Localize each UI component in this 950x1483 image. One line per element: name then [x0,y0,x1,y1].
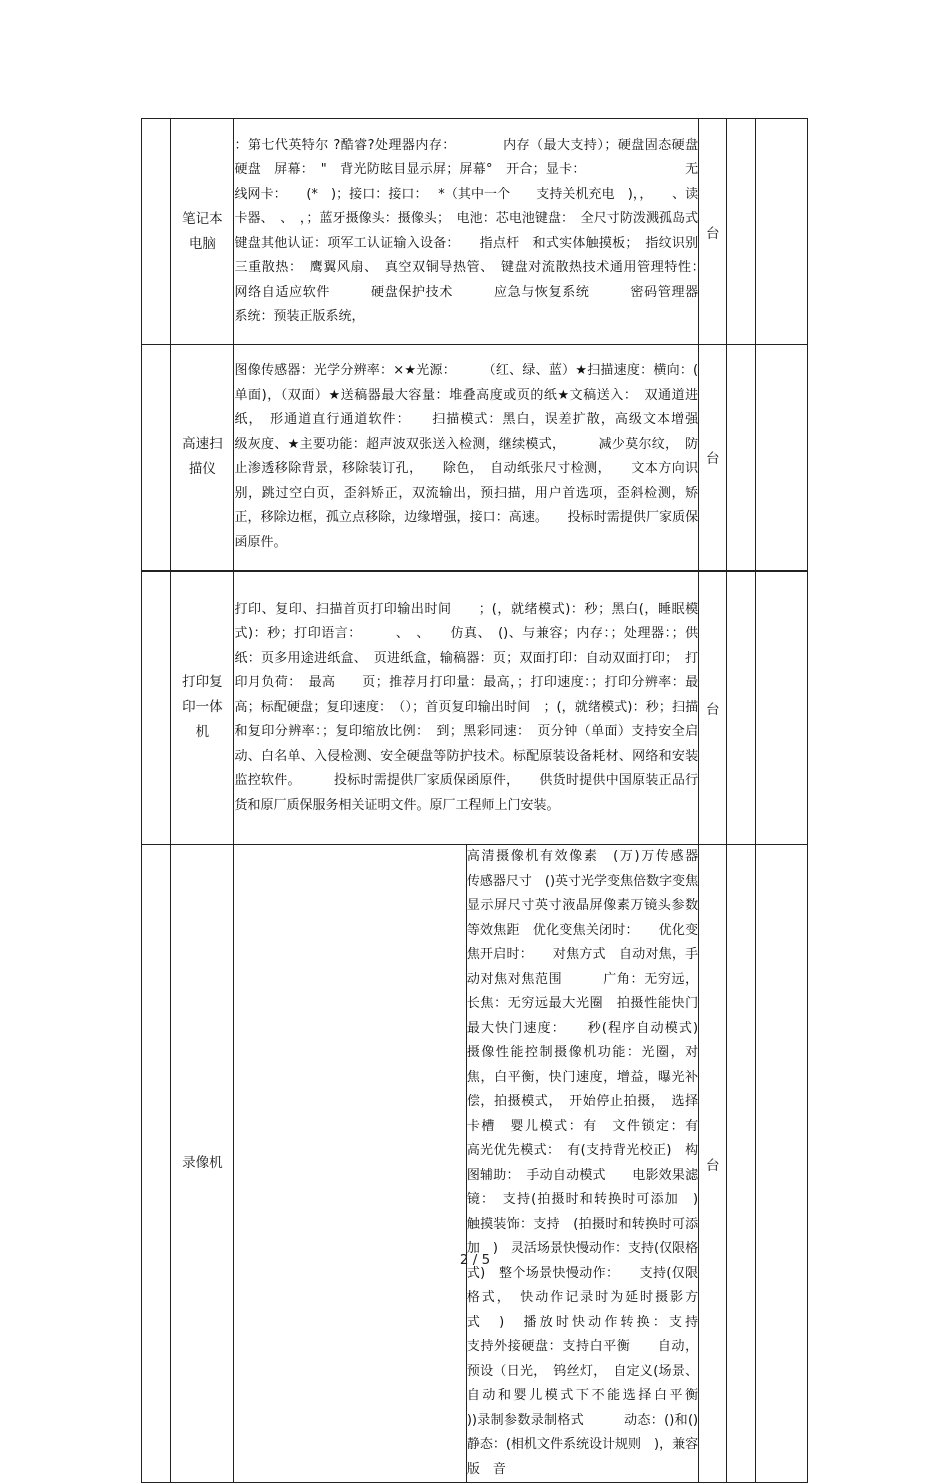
table-row-laptop [142,119,808,345]
index-cell [142,571,171,845]
unit-cell-camcorder: 台 [699,845,727,1483]
index-cell [142,119,171,345]
extra-cell [755,845,807,1483]
item-name-printer: 打印复 印一体 机 [171,571,234,845]
quantity-cell [727,571,755,845]
table-row-camcorder [142,845,808,1483]
page-number: 2 / 5 [459,1252,491,1268]
index-cell [142,345,171,571]
unit-cell-laptop: 台 [699,119,727,345]
table-row-scanner [142,345,808,571]
quantity-cell [727,345,755,571]
item-name-camcorder: 录像机 [171,845,234,1483]
index-cell [142,845,171,1483]
quantity-cell [727,119,755,345]
extra-cell [755,345,807,571]
unit-cell-scanner: 台 [699,345,727,571]
spec-cell-laptop: ：第七代英特尔 ?酷睿?处理器内存： 内存（最大支持）；硬盘固态硬盘 硬盘 屏幕： " 背光防眩目显示屏；屏幕° 开合；显卡： 无线网卡： (* )；接口：接口： *（其中一个 支持关机充电 )，， 、读卡器、 、 ，；蓝牙摄像头：摄像头； 电池：芯电池键盘： 全尺寸防泼溅孤岛式键盘其他认证：项军工认证输入设备： 指点杆 和式实体触摸板； 指纹识别三重散热： 鹰翼风扇、 真空双铜导热管、 键盘对流散热技术通用管理特性： 网络自适应软件 硬盘保护技术 应急与恢复系统 密码管理器 系统：预装正版系统， [234,119,699,345]
blank-cell [234,845,466,1483]
quantity-cell [727,845,755,1483]
item-name-scanner: 高速扫 描仪 [171,345,234,571]
extra-cell [755,571,807,845]
item-name-laptop: 笔记本 电脑 [171,119,234,345]
equipment-spec-table [141,118,808,1483]
unit-cell-printer: 台 [699,571,727,845]
spec-cell-scanner: 图像传感器：光学分辨率：×★光源： （红、绿、蓝）★扫描速度：横向：( 单面)，（双面）★送稿器最大容量：堆叠高度或页的纸★文稿送入： 双通道进纸， 形通道直行通道软件： 扫描模式：黑白，误差扩散，高级文本增强 级灰度、★主要功能：超声波双张送入检测，继续模式， 减少莫尔纹， 防止渗透移除背景，移除装订孔， 除色， 自动纸张尺寸检测， 文本方向识别，跳过空白页，歪斜矫正，双流输出，预扫描，用户首选项，歪斜检测，矫正，移除边框，孤立点移除，边缘增强，接口：高速。 投标时需提供厂家质保函原件。 [234,345,699,571]
spec-cell-printer: 打印、复印、扫描首页打印输出时间 ；(，就绪模式)：秒；黑白(，睡眠模式)：秒；打印语言： 、 、 仿真、 ()、与兼容；内存：；处理器：；供纸：页多用途进纸盒、 页进纸盒，输稿器：页；双面打印：自动双面打印； 打印月负荷： 最高 页；推荐月打印量：最高，；打印速度：；打印分辨率：最高；标配硬盘；复印速度： （）；首页复印输出时间 ；(，就绪模式)：秒；扫描和复印分辨率：；复印缩放比例： 到；黑彩同速： 页分钟（单面）支持安全启动、白名单、入侵检测、安全硬盘等防护技术。标配原装设备耗材、网络和安装监控软件。 投标时需提供厂家质保函原件， 供货时提供中国原装正品行货和原厂质保服务相关证明文件。原厂工程师上门安装。 [234,571,699,845]
extra-cell [755,119,807,345]
table-row-printer [142,571,808,845]
spec-cell-camcorder: 高清摄像机有效像素 (万)万传感器 传感器尺寸 ()英寸光学变焦倍数字变焦显示屏尺寸英寸液晶屏像素万镜头参数 等效焦距 优化变焦关闭时： 优化变焦开启时： 对焦方式 自动对焦，手动对焦对焦范围 广角：无穷远，长焦：无穷远最大光圈 拍摄性能快门最大快门速度： 秒(程序自动模式) 摄像性能控制摄像机功能：光圈，对焦，白平衡，快门速度，增益，曝光补偿，拍摄模式， 开始停止拍摄， 选择卡槽 婴儿模式：有 文件锁定：有 高光优先模式： 有(支持背光校正) 构图辅助： 手动自动模式 电影效果滤镜： 支持(拍摄时和转换时可添加 ) 触摸装饰：支持 (拍摄时和转换时可添加 ) 灵活场景快慢动作：支持(仅限格式) 整个场景快慢动作： 支持(仅限格式， 快动作记录时为延时摄影方式 ) 播放时快动作转换：支持 支持外接硬盘：支持白平衡 自动，预设（日光， 钨丝灯， 自定义(场景、自动和婴儿模式下不能选择白平衡 ))录制参数录制格式 动态：()和() 静态：(相机文件系统设计规则 )，兼容 版 音 [466,845,698,1483]
